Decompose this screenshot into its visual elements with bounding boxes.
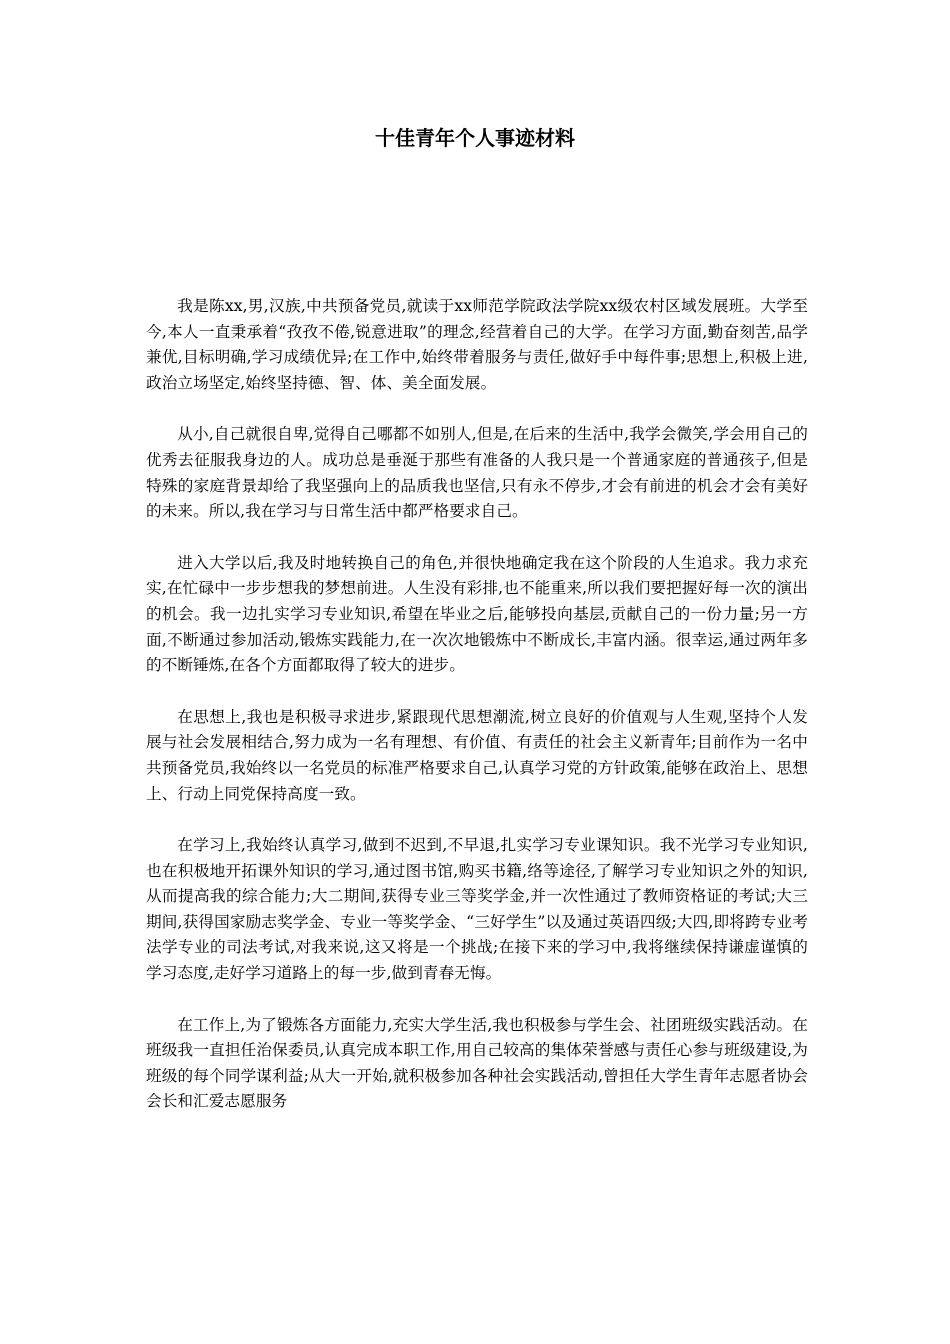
- paragraph-childhood: 从小,自己就很自卑,觉得自己哪都不如别人,但是,在后来的生活中,我学会微笑,学会用自己的优秀去征服我身边的人。成功总是垂涎于那些有准备的人我只是一个普通家庭的普通孩子,但是特殊的家庭背景却给了我坚强向上的品质我也坚信,只有永不停步,才会有前进的机会才会有美好的未来。所以,我在学习与日常生活中都严格要求自己。: [146, 425, 808, 521]
- paragraph-introduction: 我是陈xx,男,汉族,中共预备党员,就读于xx师范学院政法学院xx级农村区域发展班。大学至今,本人一直秉承着“孜孜不倦,锐意进取”的理念,经营着自己的大学。在学习方面,勤奋刻苦,品学兼优,目标明确,学习成绩优异;在工作中,始终带着服务与责任,做好手中每件事;思想上,积极上进,政治立场坚定,始终坚持德、智、体、美全面发展。: [146, 297, 808, 392]
- paragraph-work: 在工作上,为了锻炼各方面能力,充实大学生活,我也积极参与学生会、社团班级实践活动。在班级我一直担任治保委员,认真完成本职工作,用自己较高的集体荣誉感与责任心参与班级建设,为班级的每个同学谋利益;从大一开始,就积极参加各种社会实践活动,曾担任大学生青年志愿者协会会长和汇爱志愿服务: [146, 1015, 808, 1111]
- paragraph-ideology: 在思想上,我也是积极寻求进步,紧跟现代思想潮流,树立良好的价值观与人生观,坚持个人发展与社会发展相结合,努力成为一名有理想、有价值、有责任的社会主义新青年;目前作为一名中共预备党员,我始终以一名党员的标准严格要求自己,认真学习党的方针政策,能够在政治上、思想上、行动上同党保持高度一致。: [146, 707, 808, 803]
- document-body: [146, 294, 808, 1141]
- paragraph-study: 在学习上,我始终认真学习,做到不迟到,不早退,扎实学习专业课知识。我不光学习专业知识,也在积极地开拓课外知识的学习,通过图书馆,购买书籍,络等途径,了解学习专业知识之外的知识,从而提高我的综合能力;大二期间,获得专业三等奖学金,并一次性通过了教师资格证的考试;大三期间,获得国家励志奖学金、专业一等奖学金、“三好学生”以及通过英语四级;大四,即将跨专业考法学专业的司法考试,对我来说,这又将是一个挑战;在接下来的学习中,我将继续保持谦虚谨慎的学习态度,走好学习道路上的每一步,做到青春无悔。: [146, 836, 808, 983]
- paragraph-university: 进入大学以后,我及时地转换自己的角色,并很快地确定我在这个阶段的人生追求。我力求充实,在忙碌中一步步想我的梦想前进。人生没有彩排,也不能重来,所以我们要把握好每一次的演出的机会。我一边扎实学习专业知识,希望在毕业之后,能够投向基层,贡献自己的一份力量;另一方面,不断通过参加活动,锻炼实践能力,在一次次地锻炼中不断成长,丰富内涵。很幸运,通过两年多的不断锤炼,在各个方面都取得了较大的进步。: [146, 553, 808, 675]
- document-title: 十佳青年个人事迹材料: [375, 126, 575, 150]
